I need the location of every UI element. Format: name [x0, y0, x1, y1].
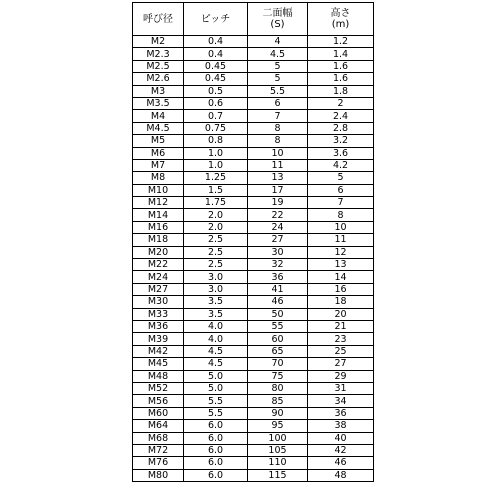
header-row [133, 3, 374, 36]
cell-pitch: 5.0 [184, 382, 248, 394]
cell-height: 42 [308, 444, 374, 456]
cell-nominal-diameter: M10 [133, 184, 184, 196]
cell-height: 6 [308, 184, 374, 196]
cell-nominal-diameter: M52 [133, 382, 184, 394]
cell-pitch: 1.25 [184, 172, 248, 184]
header-nominal-label: 呼び径 [143, 13, 173, 25]
cell-nominal-diameter: M42 [133, 345, 184, 357]
cell-nominal-diameter: M72 [133, 444, 184, 456]
cell-width-across-flats: 90 [248, 407, 308, 419]
cell-nominal-diameter: M60 [133, 407, 184, 419]
table-row [133, 370, 374, 382]
cell-nominal-diameter: M4.5 [133, 122, 184, 134]
header-height-sub-label: (m) [331, 19, 350, 30]
cell-pitch: 0.45 [184, 73, 248, 85]
cell-pitch: 0.75 [184, 122, 248, 134]
cell-width-across-flats: 32 [248, 259, 308, 271]
header-pitch-label: ピッチ [200, 13, 231, 25]
cell-height: 36 [308, 407, 374, 419]
table-row [133, 97, 374, 109]
cell-height: 14 [308, 271, 374, 283]
cell-width-across-flats: 41 [248, 283, 308, 295]
cell-height: 8 [308, 209, 374, 221]
cell-width-across-flats: 22 [248, 209, 308, 221]
cell-height: 29 [308, 370, 374, 382]
table-row [133, 197, 374, 209]
table-row [133, 407, 374, 419]
table-row [133, 444, 374, 456]
cell-width-across-flats: 5 [248, 73, 308, 85]
cell-height: 46 [308, 457, 374, 469]
cell-nominal-diameter: M16 [133, 221, 184, 233]
cell-pitch: 0.8 [184, 135, 248, 147]
cell-nominal-diameter: M64 [133, 420, 184, 432]
cell-pitch: 6.0 [184, 420, 248, 432]
cell-nominal-diameter: M2.3 [133, 48, 184, 60]
cell-width-across-flats: 24 [248, 221, 308, 233]
cell-width-across-flats: 8 [248, 135, 308, 147]
cell-nominal-diameter: M24 [133, 271, 184, 283]
cell-pitch: 3.0 [184, 271, 248, 283]
cell-height: 20 [308, 308, 374, 320]
cell-height: 3.2 [308, 135, 374, 147]
table-row [133, 320, 374, 332]
cell-nominal-diameter: M80 [133, 469, 184, 481]
cell-nominal-diameter: M2.6 [133, 73, 184, 85]
cell-width-across-flats: 7 [248, 110, 308, 122]
cell-nominal-diameter: M20 [133, 246, 184, 258]
cell-height: 23 [308, 333, 374, 345]
cell-height: 1.4 [308, 48, 374, 60]
cell-nominal-diameter: M76 [133, 457, 184, 469]
cell-nominal-diameter: M30 [133, 296, 184, 308]
cell-height: 1.6 [308, 60, 374, 72]
cell-nominal-diameter: M27 [133, 283, 184, 295]
table-row [133, 457, 374, 469]
cell-width-across-flats: 5.5 [248, 85, 308, 97]
cell-height: 2 [308, 97, 374, 109]
cell-nominal-diameter: M3 [133, 85, 184, 97]
table-row [133, 122, 374, 134]
nut-dimension-table [132, 2, 374, 482]
table-row [133, 110, 374, 122]
cell-height: 18 [308, 296, 374, 308]
cell-height: 2.8 [308, 122, 374, 134]
table-row [133, 420, 374, 432]
cell-height: 21 [308, 320, 374, 332]
cell-width-across-flats: 100 [248, 432, 308, 444]
table-row [133, 60, 374, 72]
table-row [133, 345, 374, 357]
table-row [133, 48, 374, 60]
cell-pitch: 2.0 [184, 221, 248, 233]
cell-height: 27 [308, 358, 374, 370]
cell-nominal-diameter: M2 [133, 36, 184, 48]
cell-width-across-flats: 85 [248, 395, 308, 407]
cell-width-across-flats: 115 [248, 469, 308, 481]
cell-height: 7 [308, 197, 374, 209]
cell-width-across-flats: 6 [248, 97, 308, 109]
cell-height: 16 [308, 283, 374, 295]
cell-nominal-diameter: M12 [133, 197, 184, 209]
cell-height: 48 [308, 469, 374, 481]
cell-nominal-diameter: M4 [133, 110, 184, 122]
table-row [133, 221, 374, 233]
table-row [133, 283, 374, 295]
cell-width-across-flats: 19 [248, 197, 308, 209]
cell-nominal-diameter: M3.5 [133, 97, 184, 109]
cell-height: 5 [308, 172, 374, 184]
cell-nominal-diameter: M36 [133, 320, 184, 332]
table-row [133, 382, 374, 394]
cell-width-across-flats: 13 [248, 172, 308, 184]
cell-height: 4.2 [308, 159, 374, 171]
header-nominal-diameter [133, 3, 184, 36]
table-row [133, 234, 374, 246]
cell-pitch: 5.0 [184, 370, 248, 382]
table-row [133, 73, 374, 85]
table-body [133, 36, 374, 482]
cell-width-across-flats: 11 [248, 159, 308, 171]
cell-width-across-flats: 30 [248, 246, 308, 258]
cell-height: 40 [308, 432, 374, 444]
cell-nominal-diameter: M18 [133, 234, 184, 246]
table-row [133, 395, 374, 407]
cell-nominal-diameter: M7 [133, 159, 184, 171]
cell-nominal-diameter: M68 [133, 432, 184, 444]
cell-pitch: 6.0 [184, 457, 248, 469]
cell-nominal-diameter: M33 [133, 308, 184, 320]
table-row [133, 358, 374, 370]
header-width-label: 二面幅 [262, 8, 293, 19]
table-row [133, 184, 374, 196]
cell-height: 12 [308, 246, 374, 258]
cell-width-across-flats: 8 [248, 122, 308, 134]
cell-height: 1.6 [308, 73, 374, 85]
table-row [133, 432, 374, 444]
cell-pitch: 4.5 [184, 345, 248, 357]
table-row [133, 308, 374, 320]
cell-pitch: 1.0 [184, 147, 248, 159]
cell-pitch: 2.0 [184, 209, 248, 221]
cell-width-across-flats: 17 [248, 184, 308, 196]
cell-width-across-flats: 110 [248, 457, 308, 469]
cell-nominal-diameter: M5 [133, 135, 184, 147]
cell-width-across-flats: 10 [248, 147, 308, 159]
table-row [133, 172, 374, 184]
cell-pitch: 0.45 [184, 60, 248, 72]
cell-pitch: 3.5 [184, 296, 248, 308]
cell-width-across-flats: 60 [248, 333, 308, 345]
table-row [133, 147, 374, 159]
cell-pitch: 0.7 [184, 110, 248, 122]
cell-pitch: 1.5 [184, 184, 248, 196]
cell-nominal-diameter: M8 [133, 172, 184, 184]
cell-pitch: 6.0 [184, 432, 248, 444]
cell-pitch: 0.4 [184, 48, 248, 60]
cell-height: 10 [308, 221, 374, 233]
cell-nominal-diameter: M14 [133, 209, 184, 221]
cell-width-across-flats: 105 [248, 444, 308, 456]
table-row [133, 36, 374, 48]
cell-pitch: 3.0 [184, 283, 248, 295]
cell-pitch: 6.0 [184, 444, 248, 456]
cell-pitch: 1.75 [184, 197, 248, 209]
table-row [133, 259, 374, 271]
table-row [133, 85, 374, 97]
cell-pitch: 2.5 [184, 246, 248, 258]
cell-width-across-flats: 46 [248, 296, 308, 308]
cell-pitch: 5.5 [184, 395, 248, 407]
cell-pitch: 0.6 [184, 97, 248, 109]
cell-width-across-flats: 75 [248, 370, 308, 382]
table-row [133, 135, 374, 147]
header-width-sub-label: (S) [270, 19, 285, 30]
cell-nominal-diameter: M2.5 [133, 60, 184, 72]
cell-width-across-flats: 80 [248, 382, 308, 394]
cell-width-across-flats: 27 [248, 234, 308, 246]
header-pitch [184, 3, 248, 36]
table-row [133, 159, 374, 171]
table-row [133, 296, 374, 308]
cell-pitch: 0.5 [184, 85, 248, 97]
header-width-across-flats [248, 3, 308, 36]
cell-pitch: 4.0 [184, 333, 248, 345]
cell-width-across-flats: 5 [248, 60, 308, 72]
cell-pitch: 4.5 [184, 358, 248, 370]
cell-pitch: 0.4 [184, 36, 248, 48]
cell-pitch: 4.0 [184, 320, 248, 332]
table-row [133, 246, 374, 258]
table-row [133, 271, 374, 283]
cell-nominal-diameter: M6 [133, 147, 184, 159]
cell-width-across-flats: 55 [248, 320, 308, 332]
cell-height: 1.8 [308, 85, 374, 97]
cell-height: 3.6 [308, 147, 374, 159]
cell-nominal-diameter: M48 [133, 370, 184, 382]
cell-pitch: 2.5 [184, 259, 248, 271]
cell-height: 38 [308, 420, 374, 432]
cell-pitch: 3.5 [184, 308, 248, 320]
cell-width-across-flats: 65 [248, 345, 308, 357]
cell-pitch: 6.0 [184, 469, 248, 481]
cell-width-across-flats: 50 [248, 308, 308, 320]
cell-width-across-flats: 70 [248, 358, 308, 370]
header-height-label: 高さ [330, 8, 351, 19]
cell-width-across-flats: 4 [248, 36, 308, 48]
header-height [308, 3, 374, 36]
cell-height: 34 [308, 395, 374, 407]
table-row [133, 209, 374, 221]
cell-nominal-diameter: M56 [133, 395, 184, 407]
cell-height: 25 [308, 345, 374, 357]
cell-width-across-flats: 36 [248, 271, 308, 283]
cell-width-across-flats: 95 [248, 420, 308, 432]
table-row [133, 469, 374, 481]
cell-height: 2.4 [308, 110, 374, 122]
cell-nominal-diameter: M45 [133, 358, 184, 370]
cell-height: 11 [308, 234, 374, 246]
cell-nominal-diameter: M39 [133, 333, 184, 345]
cell-width-across-flats: 4.5 [248, 48, 308, 60]
table-row [133, 333, 374, 345]
cell-height: 1.2 [308, 36, 374, 48]
cell-pitch: 1.0 [184, 159, 248, 171]
cell-height: 31 [308, 382, 374, 394]
cell-height: 13 [308, 259, 374, 271]
cell-pitch: 2.5 [184, 234, 248, 246]
cell-nominal-diameter: M22 [133, 259, 184, 271]
cell-pitch: 5.5 [184, 407, 248, 419]
